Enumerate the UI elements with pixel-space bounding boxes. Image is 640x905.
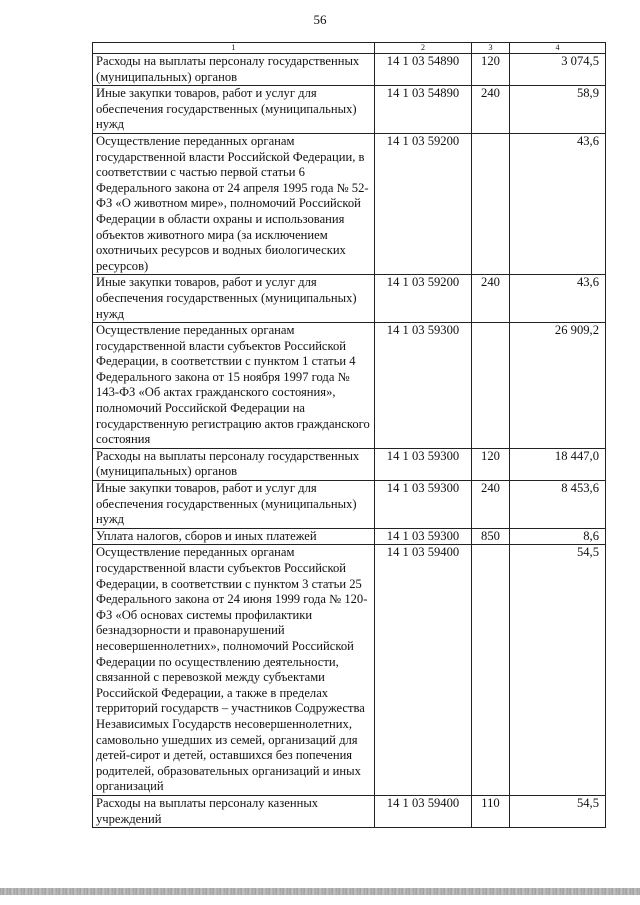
table-row: [93, 481, 606, 529]
expense-type-code: [472, 133, 510, 274]
expense-type-code: 120: [472, 448, 510, 480]
expense-type-code: 240: [472, 86, 510, 134]
amount: 8 453,6: [510, 481, 606, 529]
budget-table: [92, 42, 606, 828]
expense-name: Осуществление переданных органам государственной власти субъектов Российской Федерации, в соответствии с пунктом 1 статьи 4 Федерального закона от 15 ноября 1997 года № 143-ФЗ «Об актах гражданского состояния», полномочий Российской Федерации на государственную регистрацию актов гражданского состояния: [93, 323, 375, 449]
column-header: 2: [375, 43, 472, 54]
target-article-code: 14 1 03 54890: [375, 86, 472, 134]
column-header: 4: [510, 43, 606, 54]
column-header: 3: [472, 43, 510, 54]
target-article-code: 14 1 03 59300: [375, 481, 472, 529]
expense-name: Иные закупки товаров, работ и услуг для обеспечения государственных (муниципальных) нужд: [93, 481, 375, 529]
target-article-code: 14 1 03 59300: [375, 448, 472, 480]
expense-type-code: 120: [472, 54, 510, 86]
table-row: [93, 528, 606, 545]
table-row: [93, 545, 606, 796]
amount: 58,9: [510, 86, 606, 134]
amount: 43,6: [510, 275, 606, 323]
amount: 3 074,5: [510, 54, 606, 86]
table-row: [93, 448, 606, 480]
table-header-row: [93, 43, 606, 54]
expense-type-code: [472, 545, 510, 796]
expense-name: Иные закупки товаров, работ и услуг для обеспечения государственных (муниципальных) нужд: [93, 275, 375, 323]
target-article-code: 14 1 03 59400: [375, 795, 472, 827]
expense-type-code: 240: [472, 481, 510, 529]
expense-name: Расходы на выплаты персоналу казенных учреждений: [93, 795, 375, 827]
expense-type-code: 240: [472, 275, 510, 323]
page-number: 56: [313, 12, 327, 27]
amount: 26 909,2: [510, 323, 606, 449]
target-article-code: 14 1 03 59200: [375, 275, 472, 323]
expense-type-code: [472, 323, 510, 449]
scan-edge-artifact: [0, 888, 640, 895]
amount: 54,5: [510, 795, 606, 827]
table-row: [93, 86, 606, 134]
amount: 54,5: [510, 545, 606, 796]
target-article-code: 14 1 03 54890: [375, 54, 472, 86]
amount: 43,6: [510, 133, 606, 274]
target-article-code: 14 1 03 59200: [375, 133, 472, 274]
expense-type-code: 850: [472, 528, 510, 545]
expense-name: Осуществление переданных органам государственной власти Российской Федерации, в соответствии с частью первой статьи 6 Федерального закона от 24 апреля 1995 года № 52-ФЗ «О животном мире», полномочий Российской Федерации в области охраны и использования объектов животного мира (за исключением охотничьих ресурсов и водных биологических ресурсов): [93, 133, 375, 274]
table-row: [93, 795, 606, 827]
table-row: [93, 275, 606, 323]
expense-type-code: 110: [472, 795, 510, 827]
amount: 18 447,0: [510, 448, 606, 480]
expense-name: Осуществление переданных органам государственной власти субъектов Российской Федерации, в соответствии с пунктом 3 статьи 25 Федерального закона от 24 июня 1999 года № 120-ФЗ «Об основах системы профилактики безнадзорности и правонарушений несовершеннолетних», полномочий Российской Федерации по осуществлению деятельности, связанной с перевозкой между субъектами Российской Федерации, а также в пределах территорий государств – участников Содружества Независимых Государств несовершеннолетних, самовольно ушедших из семей, организаций для детей-сирот и детей, оставшихся без попечения родителей, образовательных организаций и иных организаций: [93, 545, 375, 796]
expense-name: Расходы на выплаты персоналу государственных (муниципальных) органов: [93, 448, 375, 480]
table-row: [93, 54, 606, 86]
amount: 8,6: [510, 528, 606, 545]
column-header: 1: [93, 43, 375, 54]
target-article-code: 14 1 03 59300: [375, 528, 472, 545]
expense-name: Иные закупки товаров, работ и услуг для обеспечения государственных (муниципальных) нужд: [93, 86, 375, 134]
expense-name: Уплата налогов, сборов и иных платежей: [93, 528, 375, 545]
expense-name: Расходы на выплаты персоналу государственных (муниципальных) органов: [93, 54, 375, 86]
target-article-code: 14 1 03 59300: [375, 323, 472, 449]
target-article-code: 14 1 03 59400: [375, 545, 472, 796]
table-row: [93, 133, 606, 274]
table-row: [93, 323, 606, 449]
